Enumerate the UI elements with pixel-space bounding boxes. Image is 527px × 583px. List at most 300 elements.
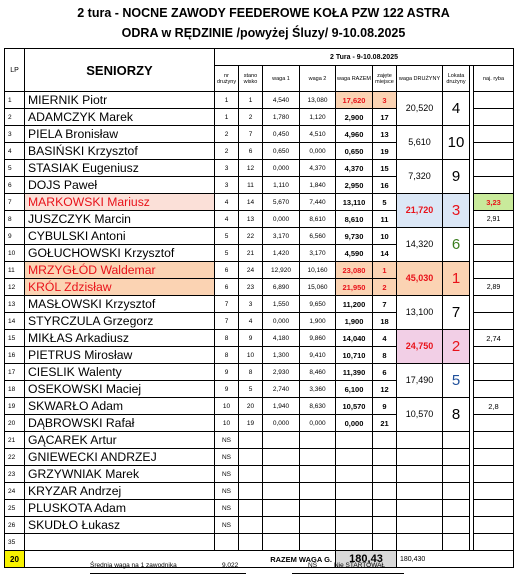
cell-miejsce: 16 (373, 177, 397, 194)
cell-lp: 12 (5, 279, 25, 296)
cell-waga2: 4,510 (300, 126, 336, 143)
results-table (4, 48, 514, 568)
cell-lokata: 2 (443, 330, 470, 364)
cell-stanowisko: 8 (239, 364, 263, 381)
cell-waga-druzyny: 20,520 (397, 92, 443, 126)
cell-naj-ryba (474, 109, 514, 126)
cell-nr-druzyny: 9 (215, 381, 239, 398)
cell-nr-druzyny: 3 (215, 177, 239, 194)
cell-waga2 (300, 466, 336, 483)
cell-stanowisko (239, 466, 263, 483)
cell-nr-druzyny: 2 (215, 143, 239, 160)
cell-miejsce: 7 (373, 296, 397, 313)
footer-avg-label: Średnia waga na 1 zawodnika (90, 562, 177, 569)
cell-waga2: 15,060 (300, 279, 336, 296)
header-nr-druzyny: nr drużyny (215, 66, 239, 92)
cell-waga2 (300, 517, 336, 534)
cell-waga-druzyny: 14,320 (397, 228, 443, 262)
cell-waga2: 0,000 (300, 415, 336, 432)
cell-miejsce (373, 500, 397, 517)
cell-waga-razem: 23,080 (336, 262, 373, 279)
cell-waga1: 1,300 (263, 347, 300, 364)
cell-stanowisko: 21 (239, 245, 263, 262)
cell-miejsce: 17 (373, 109, 397, 126)
cell-name: MIKŁAS Arkadiusz (25, 330, 215, 347)
cell-waga1: 3,170 (263, 228, 300, 245)
cell-waga2 (300, 500, 336, 517)
cell-lp: 19 (5, 398, 25, 415)
cell-waga2: 10,160 (300, 262, 336, 279)
cell-waga-razem: 10,570 (336, 398, 373, 415)
cell-nr-druzyny: 1 (215, 109, 239, 126)
cell-stanowisko: 2 (239, 109, 263, 126)
cell-stanowisko: 10 (239, 347, 263, 364)
cell-waga-razem (336, 449, 373, 466)
cell-miejsce: 6 (373, 364, 397, 381)
cell-name: DOJS Paweł (25, 177, 215, 194)
total-value-2: 180,430 (397, 551, 514, 568)
cell-lp: 4 (5, 143, 25, 160)
empty-cell (443, 483, 470, 500)
cell-lokata: 5 (443, 364, 470, 398)
cell-name: GRZYWNIAK Marek (25, 466, 215, 483)
cell-lp: 15 (5, 330, 25, 347)
cell-waga-razem (336, 466, 373, 483)
cell-lp: 25 (5, 500, 25, 517)
cell-waga1: 0,000 (263, 415, 300, 432)
cell-waga2 (300, 449, 336, 466)
cell-lp: 6 (5, 177, 25, 194)
cell-lokata: 8 (443, 398, 470, 432)
cell-waga1: 0,650 (263, 143, 300, 160)
table-row (5, 296, 514, 313)
table-row (5, 432, 514, 449)
cell-waga2: 9,410 (300, 347, 336, 364)
cell-waga2: 3,170 (300, 245, 336, 262)
cell-waga-druzyny: 45,030 (397, 262, 443, 296)
cell-waga-razem (336, 432, 373, 449)
cell-miejsce (373, 432, 397, 449)
cell-naj-ryba (474, 245, 514, 262)
cell-nr-druzyny: 1 (215, 92, 239, 109)
cell-stanowisko: 23 (239, 279, 263, 296)
cell-waga1: 1,780 (263, 109, 300, 126)
cell-miejsce: 8 (373, 347, 397, 364)
cell-waga-druzyny: 5,610 (397, 126, 443, 160)
cell-lp: 17 (5, 364, 25, 381)
cell-lp: 14 (5, 313, 25, 330)
cell-waga-razem: 4,370 (336, 160, 373, 177)
cell-naj-ryba (474, 92, 514, 109)
cell-lokata: 6 (443, 228, 470, 262)
cell-lp: 16 (5, 347, 25, 364)
cell-lp: 13 (5, 296, 25, 313)
table-row (5, 398, 514, 415)
header-waga-razem: waga RAZEM (336, 66, 373, 92)
cell-stanowisko: 1 (239, 92, 263, 109)
cell-nr-druzyny: 5 (215, 245, 239, 262)
cell-waga2: 13,080 (300, 92, 336, 109)
empty-cell (443, 517, 470, 534)
header-lokata: Lokata drużyny (443, 66, 470, 92)
cell-lp: 7 (5, 194, 25, 211)
cell-name: GOŁUCHOWSKI Krzysztof (25, 245, 215, 262)
empty-cell (397, 534, 443, 551)
cell-nr-druzyny: 9 (215, 364, 239, 381)
empty-cell (397, 517, 443, 534)
cell-waga-razem (336, 534, 373, 551)
cell-stanowisko: 14 (239, 194, 263, 211)
empty-cell (443, 432, 470, 449)
cell-name: SKUDŁO Łukasz (25, 517, 215, 534)
title-line-2: ODRA w RĘDZINIE /powyżej Śluzy/ 9-10.08.2025 (121, 26, 406, 40)
cell-waga2 (300, 483, 336, 500)
footer-underline-2 (292, 573, 404, 574)
empty-cell (474, 517, 514, 534)
cell-miejsce (373, 483, 397, 500)
empty-cell (397, 483, 443, 500)
cell-naj-ryba (474, 347, 514, 364)
cell-name: CIESLIK Walenty (25, 364, 215, 381)
cell-waga1 (263, 449, 300, 466)
cell-waga1: 5,670 (263, 194, 300, 211)
header-waga2: waga 2 (300, 66, 336, 92)
cell-waga-razem: 11,200 (336, 296, 373, 313)
cell-nr-druzyny: 10 (215, 415, 239, 432)
cell-waga1: 12,920 (263, 262, 300, 279)
cell-waga2: 9,860 (300, 330, 336, 347)
cell-waga1: 1,550 (263, 296, 300, 313)
cell-waga-razem: 8,610 (336, 211, 373, 228)
cell-lp: 8 (5, 211, 25, 228)
cell-nr-druzyny: 5 (215, 228, 239, 245)
cell-waga2: 4,370 (300, 160, 336, 177)
cell-name: KRYZAR Andrzej (25, 483, 215, 500)
cell-stanowisko (239, 534, 263, 551)
table-row (5, 330, 514, 347)
cell-miejsce: 13 (373, 126, 397, 143)
cell-naj-ryba: 2,8 (474, 398, 514, 415)
cell-waga1: 0,000 (263, 160, 300, 177)
empty-cell (474, 449, 514, 466)
cell-waga1: 2,930 (263, 364, 300, 381)
cell-naj-ryba: 2,89 (474, 279, 514, 296)
cell-name: MARKOWSKI Mariusz (25, 194, 215, 211)
cell-miejsce: 10 (373, 228, 397, 245)
cell-lp: 22 (5, 449, 25, 466)
cell-name: CYBULSKI Antoni (25, 228, 215, 245)
cell-lokata: 3 (443, 194, 470, 228)
cell-naj-ryba (474, 143, 514, 160)
cell-lokata: 1 (443, 262, 470, 296)
cell-name: OSEKOWSKI Maciej (25, 381, 215, 398)
cell-nr-druzyny: 7 (215, 313, 239, 330)
cell-waga1: 4,540 (263, 92, 300, 109)
cell-nr-druzyny: NS (215, 500, 239, 517)
cell-name (25, 534, 215, 551)
title-line-1: 2 tura - NOCNE ZAWODY FEEDEROWE KOŁA PZW 122 ASTRA (77, 6, 450, 20)
cell-waga2: 1,840 (300, 177, 336, 194)
cell-stanowisko: 22 (239, 228, 263, 245)
cell-waga-razem: 14,040 (336, 330, 373, 347)
total-label: RAZEM WAGA G. (25, 551, 336, 568)
empty-cell (397, 449, 443, 466)
header-waga-druzyny: waga DRUŻYNY (397, 66, 443, 92)
empty-cell (474, 500, 514, 517)
cell-waga2 (300, 432, 336, 449)
cell-naj-ryba (474, 381, 514, 398)
cell-lp: 5 (5, 160, 25, 177)
cell-miejsce: 14 (373, 245, 397, 262)
cell-miejsce: 19 (373, 143, 397, 160)
cell-name: ADAMCZYK Marek (25, 109, 215, 126)
empty-cell (474, 432, 514, 449)
header-waga1: waga 1 (263, 66, 300, 92)
cell-waga-razem: 4,960 (336, 126, 373, 143)
empty-cell (474, 534, 514, 551)
empty-cell (474, 466, 514, 483)
cell-lp: 24 (5, 483, 25, 500)
table-row (5, 126, 514, 143)
cell-waga2: 7,440 (300, 194, 336, 211)
cell-stanowisko: 7 (239, 126, 263, 143)
cell-nr-druzyny: 8 (215, 330, 239, 347)
total-row (5, 551, 514, 568)
cell-stanowisko (239, 449, 263, 466)
cell-name: GĄCAREK Artur (25, 432, 215, 449)
cell-name: STYRCZULA Grzegorz (25, 313, 215, 330)
cell-nr-druzyny: 4 (215, 194, 239, 211)
cell-waga-razem: 4,590 (336, 245, 373, 262)
cell-waga2: 8,460 (300, 364, 336, 381)
cell-stanowisko (239, 432, 263, 449)
cell-waga-razem: 1,900 (336, 313, 373, 330)
table-row (5, 262, 514, 279)
cell-naj-ryba (474, 296, 514, 313)
cell-waga1: 0,000 (263, 211, 300, 228)
cell-lokata: 10 (443, 126, 470, 160)
cell-stanowisko: 24 (239, 262, 263, 279)
cell-miejsce (373, 534, 397, 551)
cell-name: MRZYGŁÓD Waldemar (25, 262, 215, 279)
cell-lp: 3 (5, 126, 25, 143)
cell-waga-razem (336, 500, 373, 517)
cell-miejsce: 12 (373, 381, 397, 398)
cell-waga1 (263, 466, 300, 483)
cell-name: PIELA Bronisław (25, 126, 215, 143)
cell-name: SKWARŁO Adam (25, 398, 215, 415)
cell-waga1: 0,450 (263, 126, 300, 143)
cell-waga-razem: 13,110 (336, 194, 373, 211)
cell-nr-druzyny: 10 (215, 398, 239, 415)
footer-underline (90, 573, 246, 574)
cell-waga2: 0,000 (300, 143, 336, 160)
cell-stanowisko: 19 (239, 415, 263, 432)
cell-waga2: 8,610 (300, 211, 336, 228)
cell-miejsce: 11 (373, 211, 397, 228)
total-value: 180,43 (336, 551, 397, 568)
cell-name: KRÓL Zdzisław (25, 279, 215, 296)
empty-cell (474, 483, 514, 500)
header-seniorzy: SENIORZY (25, 49, 215, 92)
total-count: 20 (5, 551, 25, 568)
cell-waga1: 1,420 (263, 245, 300, 262)
cell-miejsce: 15 (373, 160, 397, 177)
cell-waga-razem: 17,620 (336, 92, 373, 109)
empty-cell (443, 534, 470, 551)
cell-nr-druzyny: NS (215, 517, 239, 534)
cell-waga-druzyny: 10,570 (397, 398, 443, 432)
empty-cell (443, 449, 470, 466)
empty-cell (397, 500, 443, 517)
cell-lp: 35 (5, 534, 25, 551)
cell-stanowisko: 4 (239, 313, 263, 330)
cell-miejsce: 9 (373, 398, 397, 415)
cell-nr-druzyny: 2 (215, 126, 239, 143)
cell-naj-ryba (474, 177, 514, 194)
cell-stanowisko (239, 517, 263, 534)
cell-miejsce: 3 (373, 92, 397, 109)
empty-cell (443, 466, 470, 483)
cell-waga-druzyny: 13,100 (397, 296, 443, 330)
cell-lp: 21 (5, 432, 25, 449)
cell-waga1: 6,890 (263, 279, 300, 296)
cell-stanowisko (239, 483, 263, 500)
cell-waga1 (263, 432, 300, 449)
table-row (5, 364, 514, 381)
cell-naj-ryba (474, 364, 514, 381)
cell-waga-druzyny: 24,750 (397, 330, 443, 364)
cell-lokata: 4 (443, 92, 470, 126)
cell-naj-ryba (474, 262, 514, 279)
footer-ns: NS (308, 562, 318, 569)
cell-waga-razem: 21,950 (336, 279, 373, 296)
cell-naj-ryba (474, 313, 514, 330)
header-zajete: zajęte miejsce (373, 66, 397, 92)
footer-avg-value: 9,022 (222, 562, 239, 569)
cell-miejsce (373, 449, 397, 466)
cell-lp: 23 (5, 466, 25, 483)
cell-stanowisko: 20 (239, 398, 263, 415)
cell-waga-razem: 9,730 (336, 228, 373, 245)
cell-waga2: 6,560 (300, 228, 336, 245)
cell-waga1: 0,000 (263, 313, 300, 330)
cell-name: PLUSKOTA Adam (25, 500, 215, 517)
cell-name: PIETRUS Mirosław (25, 347, 215, 364)
header-lp: LP (5, 49, 25, 92)
cell-name: JUSZCZYK Marcin (25, 211, 215, 228)
table-row (5, 194, 514, 211)
cell-lp: 11 (5, 262, 25, 279)
cell-waga-razem: 0,650 (336, 143, 373, 160)
footer-ns-label: Nie STARTOWAŁ (334, 562, 386, 569)
cell-miejsce: 1 (373, 262, 397, 279)
cell-waga-razem: 10,710 (336, 347, 373, 364)
cell-lp: 20 (5, 415, 25, 432)
cell-waga2: 3,360 (300, 381, 336, 398)
cell-nr-druzyny: 6 (215, 279, 239, 296)
cell-lp: 2 (5, 109, 25, 126)
cell-name: DĄBROWSKI Rafał (25, 415, 215, 432)
cell-lokata: 7 (443, 296, 470, 330)
cell-waga1: 1,110 (263, 177, 300, 194)
table-row (5, 483, 514, 500)
cell-waga-razem (336, 517, 373, 534)
cell-miejsce: 5 (373, 194, 397, 211)
cell-lp: 18 (5, 381, 25, 398)
cell-lokata: 9 (443, 160, 470, 194)
cell-nr-druzyny: 3 (215, 160, 239, 177)
cell-name: BASIŃSKI Krzysztof (25, 143, 215, 160)
cell-waga-razem: 6,100 (336, 381, 373, 398)
cell-naj-ryba: 2,74 (474, 330, 514, 347)
empty-cell (397, 466, 443, 483)
table-row (5, 466, 514, 483)
cell-lp: 10 (5, 245, 25, 262)
cell-waga1 (263, 500, 300, 517)
cell-stanowisko: 12 (239, 160, 263, 177)
cell-naj-ryba (474, 415, 514, 432)
cell-lp: 9 (5, 228, 25, 245)
cell-stanowisko: 3 (239, 296, 263, 313)
cell-name: MASŁOWSKI Krzysztof (25, 296, 215, 313)
table-row (5, 92, 514, 109)
cell-waga2: 9,650 (300, 296, 336, 313)
header-stanowisko: stano wisko (239, 66, 263, 92)
cell-waga-druzyny: 21,720 (397, 194, 443, 228)
cell-lp: 26 (5, 517, 25, 534)
cell-stanowisko: 9 (239, 330, 263, 347)
cell-waga-razem (336, 483, 373, 500)
cell-waga-razem: 11,390 (336, 364, 373, 381)
cell-nr-druzyny (215, 534, 239, 551)
table-row (5, 517, 514, 534)
cell-name: MIERNIK Piotr (25, 92, 215, 109)
cell-nr-druzyny: NS (215, 432, 239, 449)
cell-miejsce: 4 (373, 330, 397, 347)
cell-naj-ryba (474, 126, 514, 143)
cell-waga2: 1,120 (300, 109, 336, 126)
cell-waga1: 1,940 (263, 398, 300, 415)
cell-waga-razem: 2,950 (336, 177, 373, 194)
cell-miejsce: 2 (373, 279, 397, 296)
header-subtitle: 2 Tura - 9-10.08.2025 (215, 49, 514, 66)
cell-miejsce: 21 (373, 415, 397, 432)
table-row (5, 500, 514, 517)
cell-nr-druzyny: NS (215, 483, 239, 500)
cell-naj-ryba: 2,91 (474, 211, 514, 228)
cell-nr-druzyny: 7 (215, 296, 239, 313)
cell-name: STASIAK Eugeniusz (25, 160, 215, 177)
cell-stanowisko: 6 (239, 143, 263, 160)
cell-waga2 (300, 534, 336, 551)
cell-nr-druzyny: 8 (215, 347, 239, 364)
cell-miejsce (373, 466, 397, 483)
table-row (5, 449, 514, 466)
cell-waga1 (263, 483, 300, 500)
cell-waga1: 4,180 (263, 330, 300, 347)
cell-name: GNIEWECKI ANDRZEJ (25, 449, 215, 466)
cell-miejsce (373, 517, 397, 534)
cell-miejsce: 18 (373, 313, 397, 330)
cell-nr-druzyny: NS (215, 449, 239, 466)
table-row (5, 160, 514, 177)
cell-nr-druzyny: 4 (215, 211, 239, 228)
cell-stanowisko: 11 (239, 177, 263, 194)
cell-waga1 (263, 517, 300, 534)
cell-waga-razem: 0,000 (336, 415, 373, 432)
cell-stanowisko: 5 (239, 381, 263, 398)
